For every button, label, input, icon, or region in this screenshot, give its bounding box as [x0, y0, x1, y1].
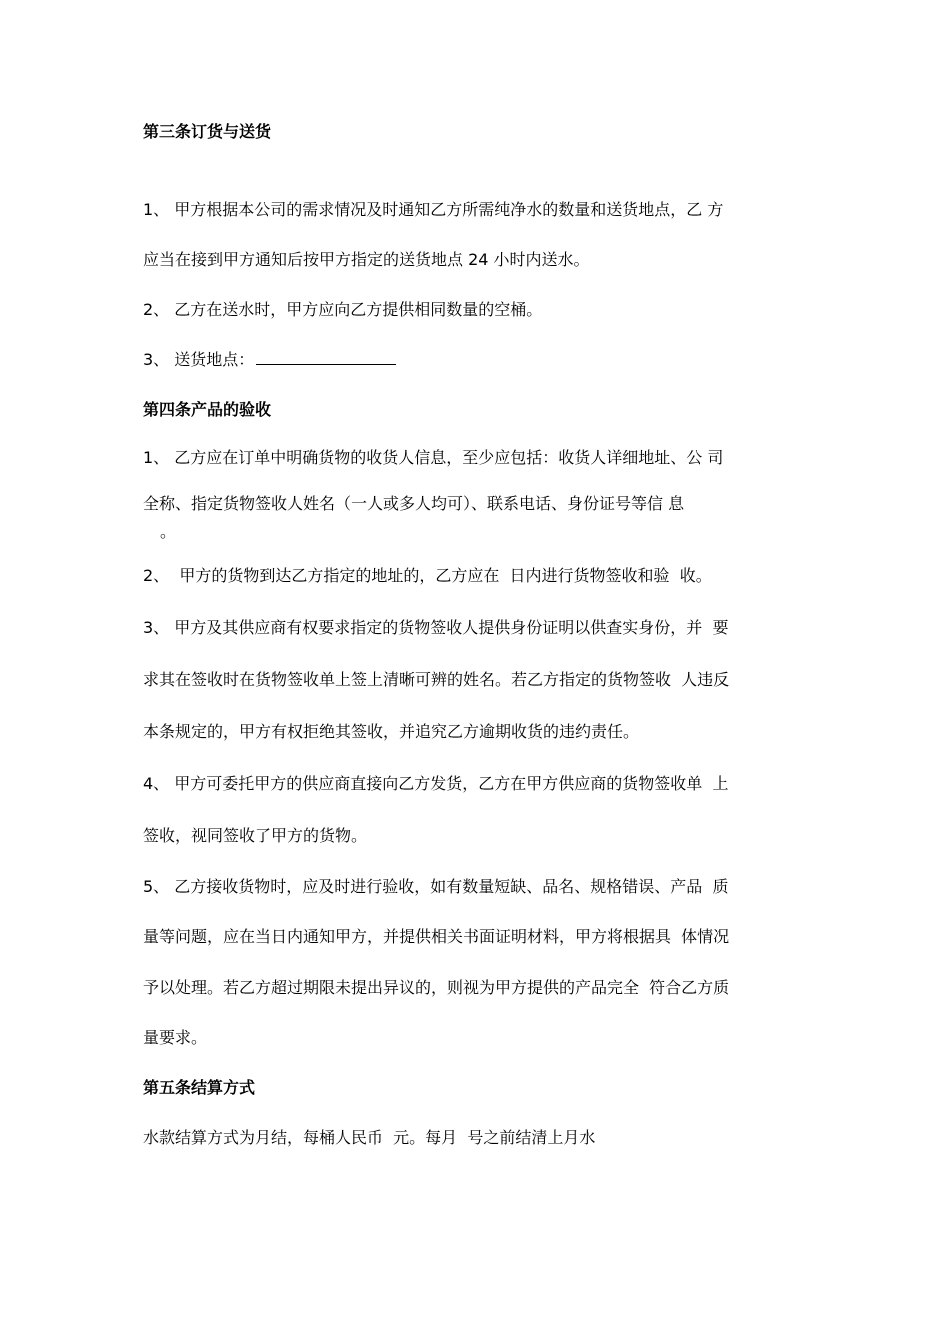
paragraph-line: 2、 乙方在送水时，甲方应向乙方提供相同数量的空桶。: [143, 300, 543, 319]
paragraph-line: 4、 甲方可委托甲方的供应商直接向乙方发货，乙方在甲方供应商的货物签收单 上: [143, 774, 729, 793]
section-heading-3: 第三条订货与送货: [143, 122, 272, 141]
paragraph-line: 水款结算方式为月结，每桶人民币 元。每月 号之前结清上月水: [143, 1128, 596, 1147]
section-heading-5: 第五条结算方式: [143, 1078, 256, 1097]
paragraph-line: 签收，视同签收了甲方的货物。: [143, 826, 368, 845]
delivery-address-label: 3、 送货地点：: [143, 350, 255, 369]
paragraph-line: 予以处理。若乙方超过期限未提出异议的，则视为甲方提供的产品完全 符合乙方质: [143, 978, 730, 997]
paragraph-line: 全称、指定货物签收人姓名（一人或多人均可）、联系电话、身份证号等信 息: [143, 494, 685, 513]
paragraph-line: 2、 甲方的货物到达乙方指定的地址的，乙方应在 日内进行货物签收和验 收。: [143, 566, 712, 585]
paragraph-line: 。: [160, 522, 177, 541]
delivery-address-blank: [256, 350, 396, 365]
paragraph-line: 5、 乙方接收货物时，应及时进行验收，如有数量短缺、品名、规格错误、产品 质: [143, 877, 729, 896]
paragraph-line: 1、 乙方应在订单中明确货物的收货人信息，至少应包括：收货人详细地址、公 司: [143, 448, 724, 467]
paragraph-line: 本条规定的，甲方有权拒绝其签收，并追究乙方逾期收货的违约责任。: [143, 722, 640, 741]
paragraph-line: 应当在接到甲方通知后按甲方指定的送货地点 24 小时内送水。: [143, 250, 590, 269]
section-heading-4: 第四条产品的验收: [143, 400, 272, 419]
paragraph-line: 求其在签收时在货物签收单上签上清晰可辨的姓名。若乙方指定的货物签收 人违反: [143, 670, 730, 689]
paragraph-line: 1、 甲方根据本公司的需求情况及时通知乙方所需纯净水的数量和送货地点，乙 方: [143, 200, 724, 219]
paragraph-line: 量等问题，应在当日内通知甲方，并提供相关书面证明材料，甲方将根据具 体情况: [143, 927, 730, 946]
paragraph-line: 3、 甲方及其供应商有权要求指定的货物签收人提供身份证明以供查实身份，并 要: [143, 618, 729, 637]
delivery-address-line: [143, 350, 396, 370]
paragraph-line: 量要求。: [143, 1028, 208, 1047]
